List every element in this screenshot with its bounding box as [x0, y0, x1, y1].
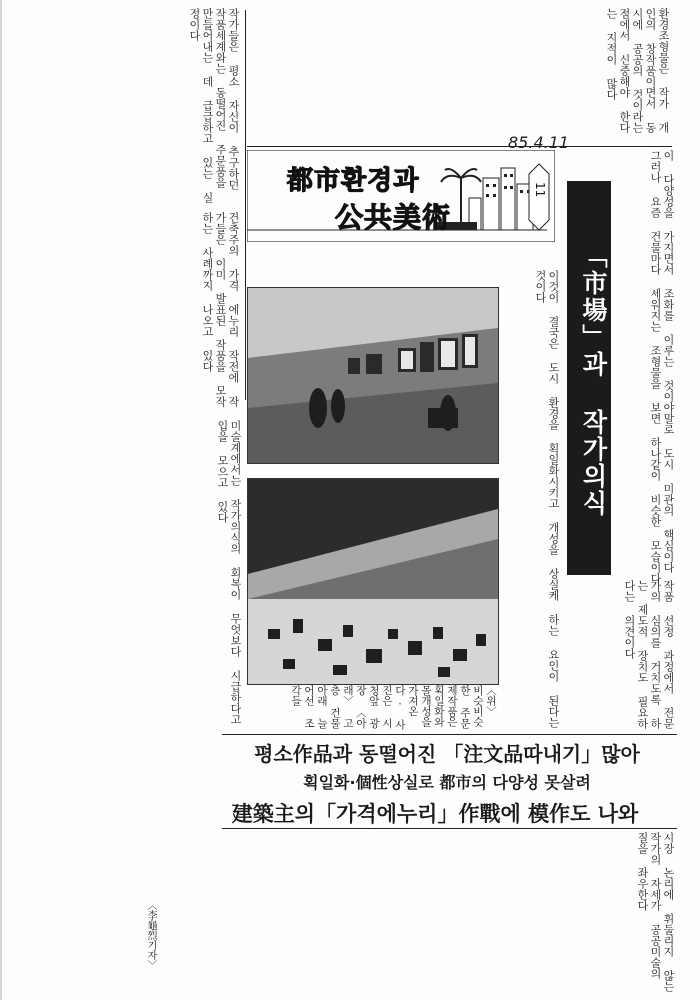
headline: 「市場」과 작가의식	[579, 243, 608, 517]
body-column: 이 다양성을 가지면서 조화를 이루는 것이야말로 도시 미관의 핵심이다. 그러나 요즘 건물마다 세워지는 조형물을 보면 하나같이 비슷한 모습이다	[649, 150, 675, 586]
body-column: 미술계에서는 작가의식의 회복이 무엇보다 시급하다고 입을 모으고 있다	[216, 420, 242, 725]
body-column: 건축주의 가격 에누리 작전에 작가들은 이미 발표된 작품을 모작하는 사례까지 나오고 있다	[201, 212, 240, 407]
column-rule	[245, 10, 246, 400]
column-rule	[222, 734, 677, 735]
gallery-photo	[247, 287, 499, 464]
body-column: 작가들은 평소 자신이 추구하던 작품세계와는 동떨어진 주문품을 만들어내는 데 급급하고 있는 실정이다	[188, 8, 240, 203]
banner-series-number: 11	[533, 182, 547, 198]
column-rule	[247, 146, 672, 147]
banner-title-line1: 都市환경과	[287, 166, 420, 196]
sculpture-photo	[247, 478, 499, 685]
byline: 〈李龜烈기자〉	[145, 900, 156, 970]
body-column: 시장 논리에 휘둘리지 않는 작가의 자세가 공공미술의 질을 좌우한다	[636, 832, 675, 992]
banner-title-line2: 公共美術	[335, 201, 452, 234]
subheadline-1: 평소作品과 동떨어진 「注文品따내기」많아	[254, 742, 640, 766]
column-rule	[222, 828, 677, 829]
handwritten-date: 85.4.11	[508, 133, 570, 152]
body-column: 이것이 결국은 도시 환경을 획일화시키고 개성을 상실케 하는 요인이 된다는 것이다	[534, 270, 560, 728]
subheadline-3: 建築主의「가격에누리」作戰에 模作도 나와	[231, 801, 639, 826]
body-column: 환경조형물은 작가 개인의 창작품이면서 동시에 공공의 것이라는 점에서 신중해야 한다는 지적이 많다	[605, 8, 670, 133]
body-column: 작품 선정 과정에서 전문가의 심의를 거치도록 하는 제도적 장치도 필요하다는 의견이다	[623, 580, 675, 729]
subheadline-2: 획일화·個性상실로 都市의 다양성 못살려	[303, 773, 591, 792]
series-banner	[247, 150, 555, 242]
photo-caption: 〈위〉 비슷비슷한 주문제작품은 획일화와 몰개성을 가져온다. 사진은 시청앞 광장 〈아래〉 고층 건물 아래 늘어선 조각들	[290, 685, 497, 730]
